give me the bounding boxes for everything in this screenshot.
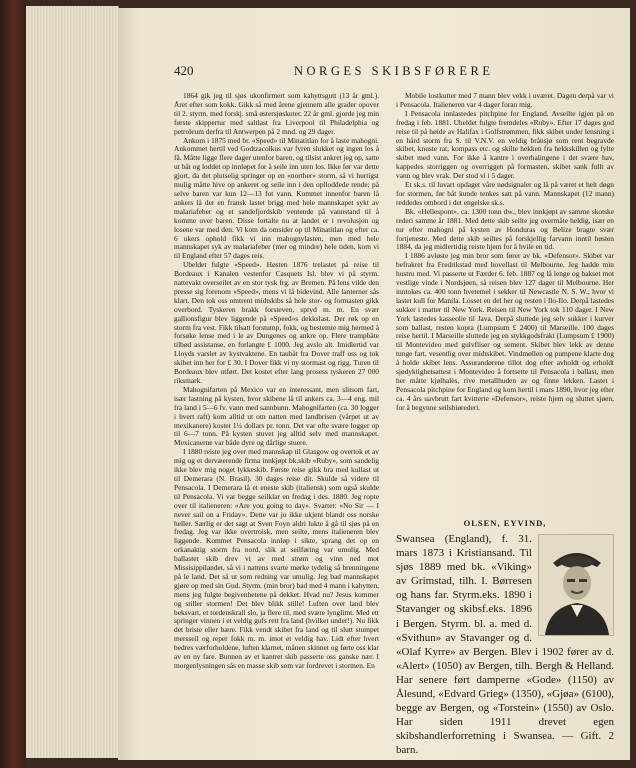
paragraph: Et sk.s. til luvart opdaget våre nødsignaler og lå på været et helt døgn for stormen, før båt kunde tenkes satt på vann. Mannskapet (12 mann) reddedes ombord i det engelske sk.s. <box>396 180 614 207</box>
page-edges <box>26 6 119 758</box>
biography-entry <box>396 518 614 758</box>
paragraph: Ankom i 1875 med br. «Speed» til Minatitlan for å laste mahogni. Ankommet hertil ved Godtzacolkus var fyren slukket og ingen los å få. Måtte ligge flere dager utenfor baren, og tilsist ankret jeg op, satte ut båt og loddet op innløpet for å seile inn uten los. Ikke før var dette gjort, da det plutselig springer op en «norther» storm, så vi hurtigst mulig måtte hive op ankeret og seile inn i den oplloddede rende; på selve baren var kun 12—13 fot vann. Kommet innenfor baren lå ankers lå der en fransk lastet brigg med hele mannskapet sykt av malariafeber og et sandefjordskib ventende på vannstand til å komme over baren. Disse fortalte nu at landet er i revolusjon og losene var med den. Vi kom da omsider op til Minatitlan og efter ca. 6 ukers ophold fikk vi inn mahognylasten, men med hele mannskapet syk av malariafeber (mer og mindre) hele tiden, kom vi til England efter 57 dages reis. <box>174 135 380 261</box>
paragraph: Ubeldet fulgte «Speed». Høsten 1876 trelastet på reise til Bordeaux i Kanalen vestenfor Casquets Isl. blev vi på styrm. nattevakt overseilet av en stor tysk frg. av Bremen. På lens vilde den presse sig forenom «Speed», mens vi lå bidevind. Alle lanterner sås klart. Den tok oss omtrent midtskibs så hele stor- og formasten gikk overbord. Tyskeren brakk forsteven, spryd m. m. En svær gallionsfigur blev liggende på «Speed»s dekkslast. Der røk op en storm fra vest. Fikk tilsatt forstump, fokk, og bestemte mig hermed å forsøke lense med i le av Dungenes og ankre op. Flere trampbåte tilbød assistanse, en forlangte £ 1000. Jeg avslo alt. Imidlertid var Lloyds varslet av kystvaktene. En taubåt fra Dover traff oss og tok skibet inn her for £ 30. I Dover fikk vi ny stormast og rigg. Turen til Bordeaux blev utført. Det kostet efter lang prosess tyskeren 27 000 riksmark. <box>174 260 379 385</box>
page-header <box>174 63 614 85</box>
paragraph: I 1886 avløste jeg min bror som fører av bk. «Defensor». Skibet var befrakret fra Fredrikstad med hovellast til Melbourne. Jeg hadde min hustru med. Vi passerte ut Færder 6. feb. 1887 og lå lenge og bakset mot vestlige vinde i Nordsjøen, så reisen blev 127 dager til Melbourne. Her inntokes ca. 400 tonn hvetemel i sekker til Newcastle N. S. W., hvor vi lastet kull for Manila. Losset en del her og resten i Ilo-Ilo. Derpå lastedes sukker i matter til New York. Reisen til New York tok 110 dager. I New York lastedes kasseolie til Java. Derpå sluttede jeg selv sukker i kurver som ballast, resten kopra (Lumpsum £ 2400) til Marseille. 100 dages reise hertil. I Marseille sluttede jeg en stykkgodsfrakt (Lumpsum £ 1900) til Montevideo med gulvfliser og sement. Skibet blev lekk av denne tunge fart, vesentlig over midtskibet. Vindmøllen og pumpene klarte dog å holde skibet lens. Assurandørene tillot dog efter avholdt og erholdt sjødyktighetsattest i Montevideo å fortsette til Pensacola i ballast, men her måtte kjølhalès, rive metallhuden av og finne lekken. Lastet i Pensacola pitchpine for England og kom hertil i mars 1890, hvor jeg efter ca. 4 års uavbrutt fart kvitterte «Defensor», reiste hjem og sluttet sjøen, for å begynne seilsbiørederi. <box>396 251 614 412</box>
biography-text: Swansea (England), f. 31. mars 1873 i Kristiansand. Til sjøs 1889 med bk. «Viking» av Grimstad, tilh. I. Børresen og hans far. Styrm.eks. 1890 i Stavanger og skibsf.eks. 1896 i Bergen. Styrm. bl. a. med d. «Svithun» av Stavanger og d. «Olaf Kyrre» av Bergen. Blev i 1902 fører av d. «Alert» (1050) av Bergen, tilh. Bergh & Helland. Har senere ført damperne «Gode» (1150) av Ålesund, «Edvard Grieg» (1350), «Gjøa» (6100), begge av Bergen, og «Torstein» (1550) av Oslo. Har siden 1911 drevet egen skibshandlerforretning i Swansea. — Gift. 2 barn. <box>396 533 614 757</box>
paragraph: Mahognifarten på Mexico var en interessant, men slitsom fart, især lastning på kysten, hvor skibene lå til ankers ca. 3—4 eng. mil fra land i 5—6 fv. vann med sannbunn. Mahognifarten (ca. 30 logger i hvert raft) kom alltid ut om natten med landbrisen (vårpet ut av mexikanere) kostet 1¼ dollars pr. tonn. Det var ofte svære logger op til 6—7 tonn. På kysten stuvet jeg alltid selv med mannskapet. Mexicanerne var både dyre og dårlige stuere. <box>174 384 379 448</box>
left-column <box>174 92 379 671</box>
paragraph: Mobile lostkutter med 7 mann blev vekk i uværet. Dagen derpå var vi i Pensacola. Italieneren var 4 dager foran mig. <box>396 91 614 109</box>
book-page <box>118 8 630 760</box>
right-column <box>396 92 614 413</box>
paragraph: I 1880 reiste jeg over med mannskap til Glasgow og overtok et av mig og et dervæerende firma innkjøpt bk.skib «Ruby», som sandelig ikke blev mig noget lykkeskib. Første reise gikk bra med kullast ut til Demerara (N. Brasil). 30 dages reise dit. Skulde så videre til Pensacola. I Demerara lå et eneste skib (italiensk) som også skulde til Pensacola. Vi var begge seilklar en fredag i des. 1880. Jeg ropte over til italieneren: «Are you going to day». Svartet: «No Sir — I never sail on a Friday». Dette var jo ikke ukjent blandt oss norske heller. Særlig er det sagt at Sven Foyn aldri lukte å gå til sjøs på en fredag. Jeg var ikke overtroisk, men seilte, mens italieneren blev liggende. Kommet Pensacola innløp i sikte, sprang det op en orkanaktig storm fra nord, slik at seilføring var umulig. Med ballastet skib drev vi av med strøm og vinn ned mot Missisippilandet, så vi i nattens svarte mørke tydelig så brenningene på le land. Det så ut som redning var umulig. Jeg bad mannskapet gjøre op med sin Gud. Styrm. (min bror) bad med 4 mann i kahytten, mens jeg fulgte begivenhetene på dekket. Hvad nu? Jesus kommer og stiller stormen! Det blev blikk stille! Luften over land blev beksvart, et tordenskrall slo, ja flere til, med svære lynglimt. Med ett springer vinnen i et veldig gufs rett fra land (hvilket under!). Nu fikk det briste eller bære. Fikk vendt skibet fra land og til slutt stumpet mersseil og reper fokk m. m. imot et veldig hav. Lidt efter hvert bedres værforholdene, luften klarnet, månen skinnet og førte oss klar av en ny fare. Bunnen av et kantret skib passerte oss ganske nær. I morgenlysningen sås en masse skib som var fordrevet i stormen. En <box>174 447 379 670</box>
paragraph: Bk. «Hellespont», ca. 1300 tonn dw., blev innkjøpt av samme skotske rederi samme år 1881. Med dette skib seilte jeg overmåte heldig, især en tur efter mahogni på kysten av Honduras og Belize bragte svær fortjeneste. Med dette skib seiltes på forskjellig farvann inntil høsten 1884, da jeg midlertidig reiste hjem for å hvile en tid. <box>396 206 614 252</box>
paragraph: 1864 gik jeg til sjøs ukonfirmert som kahyttsgutt (13 år gml.). Året efter som kokk. Gikk så med årene gjennem alle grader opover til 2. styrm. med forskj. små østersjøskuter. 22 år gml. gjorde jeg min første skippertur med saltlast fra Liverpool til Philadelphia og petroleum derfra til Antwerpen på 2 mnd. og 29 dager. <box>174 91 379 136</box>
book-binding <box>0 0 26 768</box>
portrait-photo <box>538 534 614 636</box>
biography-heading: OLSEN, EYVIND, <box>463 518 547 528</box>
page-number: 420 <box>174 63 194 78</box>
portrait-illustration <box>539 535 613 635</box>
running-title: NORGES SKIBSFØRERE <box>294 64 494 78</box>
paragraph: I Pensacola innlastedes pitchpine for England. Avseilte igjen på en fredag i feb. 1881. Uheldet fulgte fremdeles «Ruby». Efter 17 dages god reise til på høide av Halifax i Golfstrømmen, fikk skibet under lensning i en hård storm fra S. til V.N.V. en veldig brånsjø som rent begravde skibet, knuste rat, kompass etc. og skilte hekken fra hekkskillen og fylte skibet med vann. For ikke å kantre i overhalingene i det svære hav, kappedes storriggen og overriggen på formasten, skibet sank fullt av vann og blev vrak. Der stod vi i 5 dager. <box>396 108 614 181</box>
